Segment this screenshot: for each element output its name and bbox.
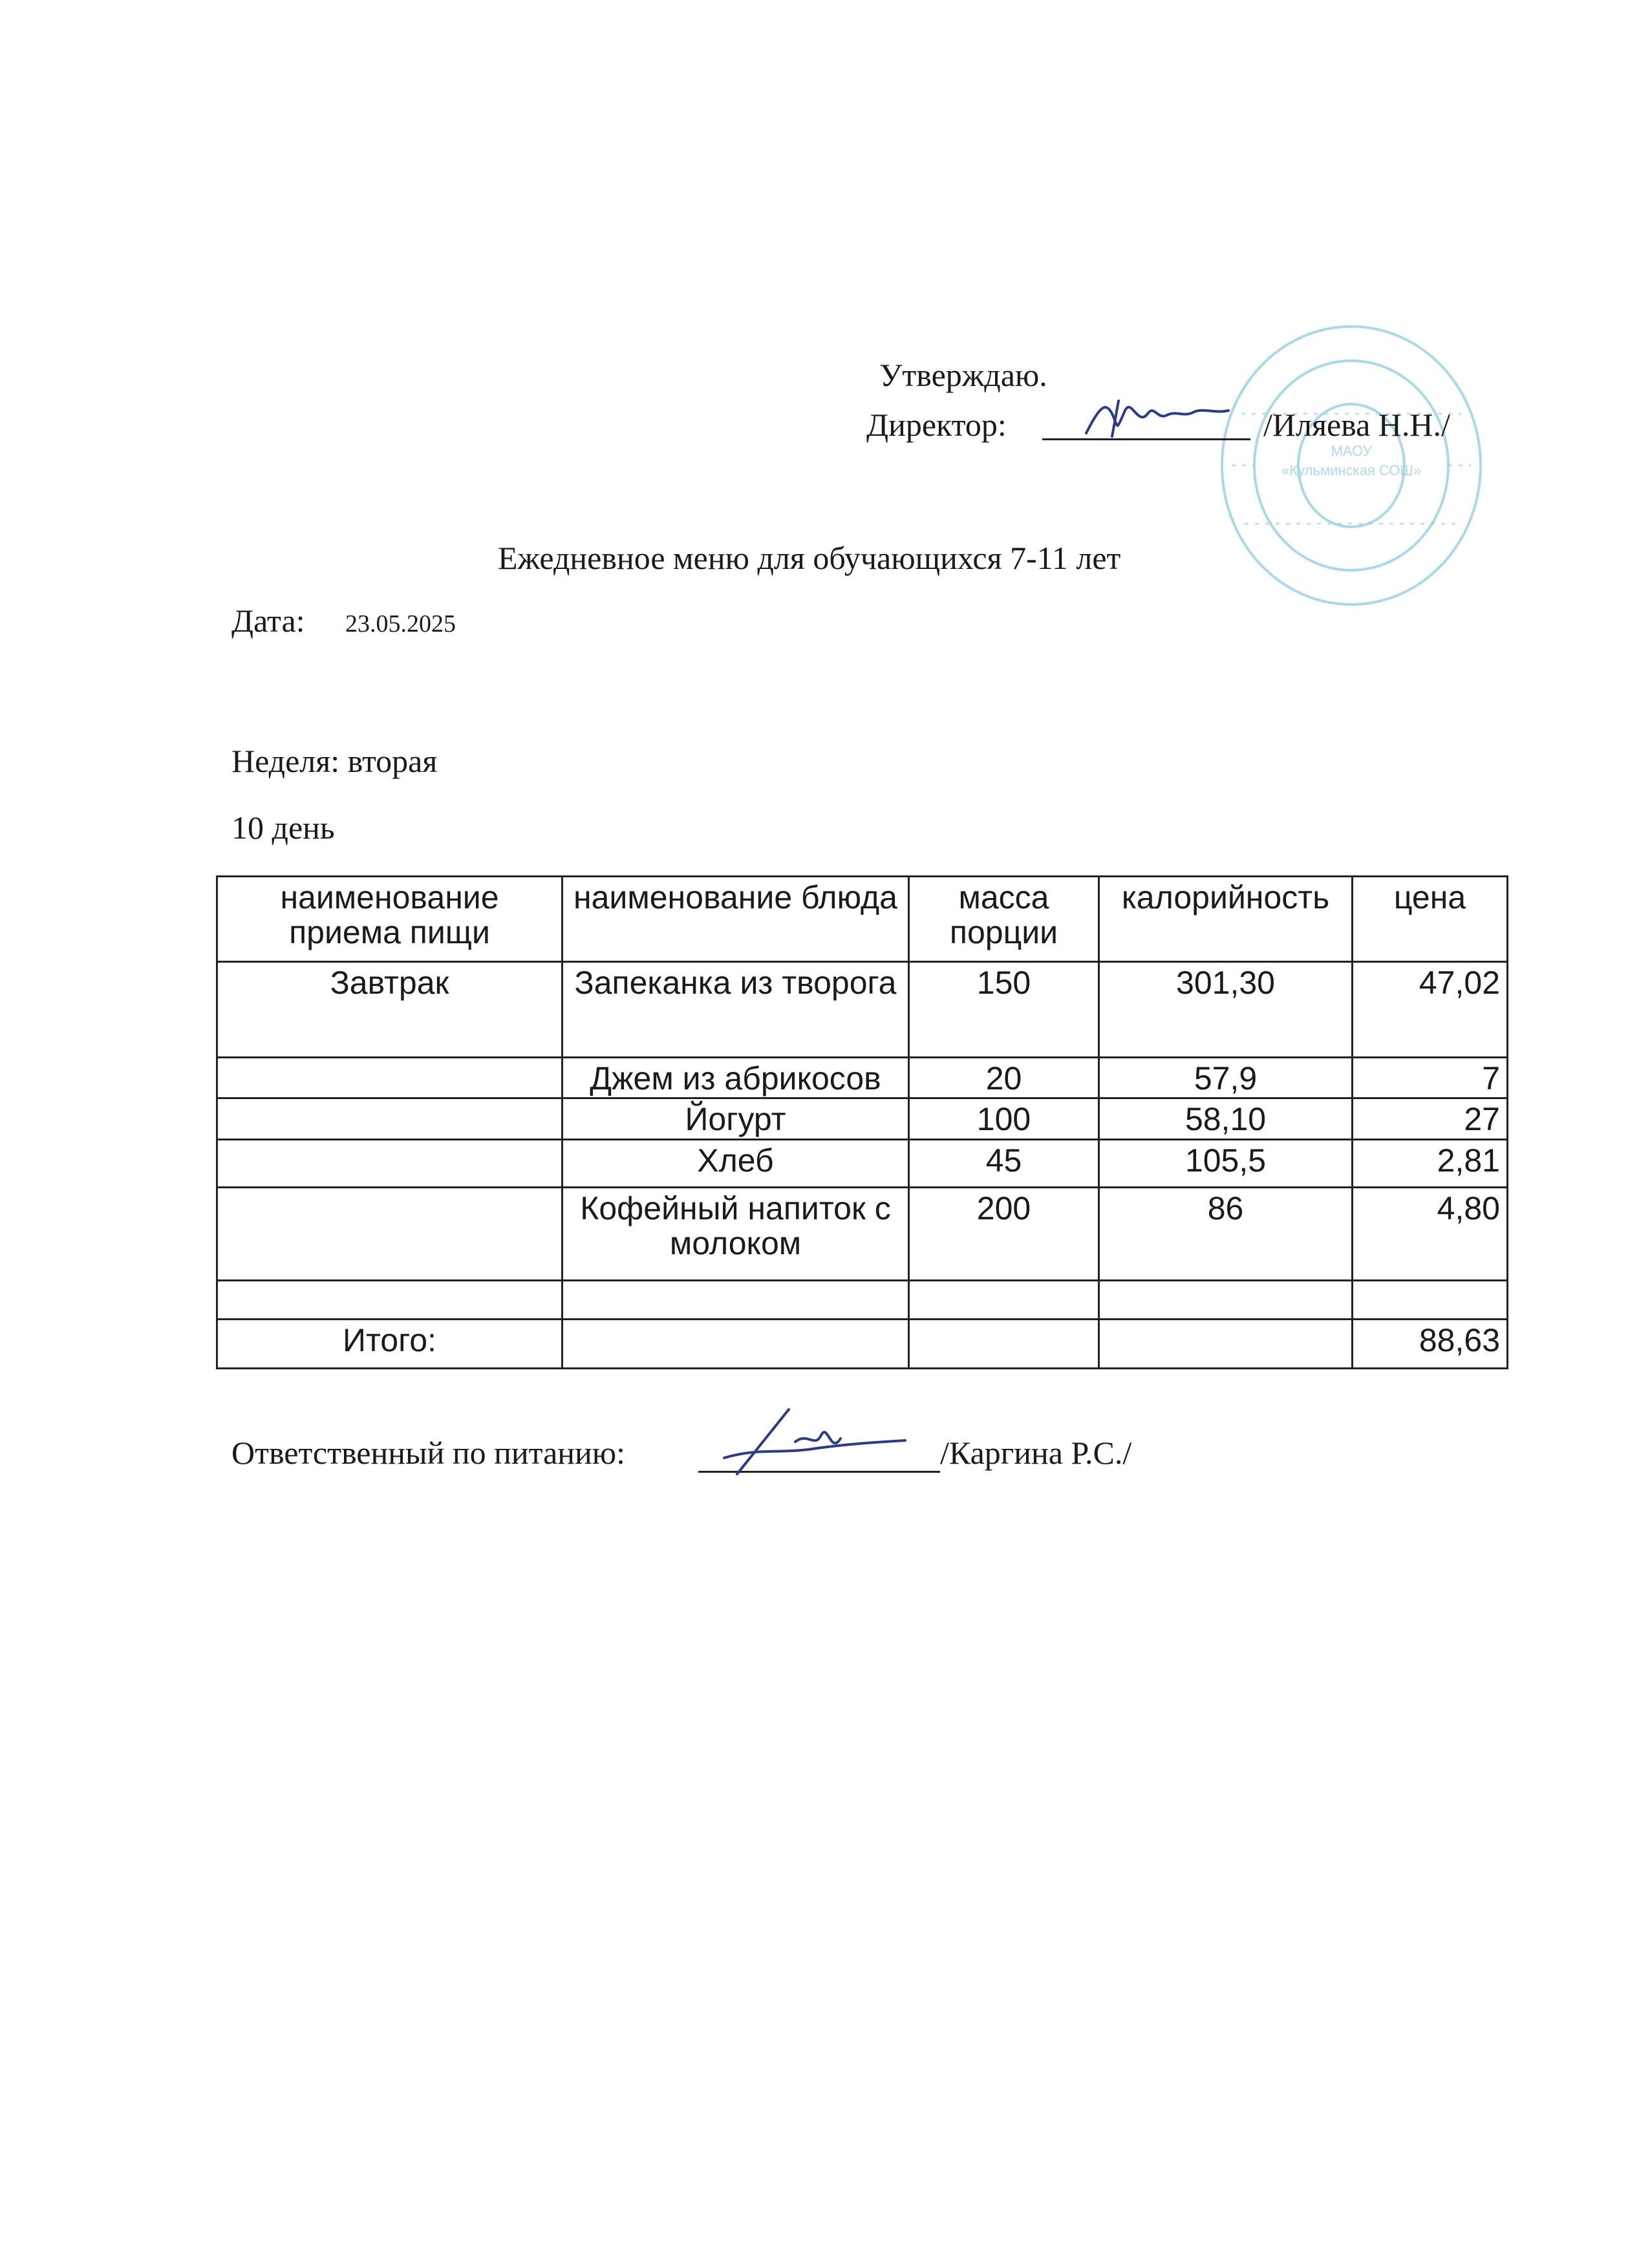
total-mass-cell [909, 1319, 1099, 1368]
total-dish-cell [562, 1319, 909, 1368]
table-row [217, 1187, 1508, 1280]
mass-cell: 150 [909, 962, 1099, 1058]
meal-cell [217, 1098, 562, 1140]
calories-cell: 301,30 [1099, 962, 1353, 1058]
week-label: Неделя: вторая [231, 743, 438, 779]
mass-cell [909, 1281, 1099, 1320]
meal-cell [217, 1187, 562, 1280]
official-stamp [1216, 317, 1487, 614]
table-row [217, 1098, 1508, 1140]
header-calories: калорийность [1099, 877, 1353, 962]
dish-cell: Хлеб [562, 1139, 909, 1187]
header-price: цена [1353, 877, 1508, 962]
dish-cell [562, 1281, 909, 1320]
mass-cell: 200 [909, 1187, 1099, 1280]
table-header-row [217, 877, 1508, 962]
calories-cell: 57,9 [1099, 1058, 1353, 1098]
total-price: 88,63 [1353, 1319, 1508, 1368]
calories-cell: 58,10 [1099, 1098, 1353, 1140]
mass-cell: 45 [909, 1139, 1099, 1187]
meal-cell [217, 1281, 562, 1320]
header-mass: масса порции [909, 877, 1099, 962]
date-value: 23.05.2025 [345, 610, 456, 637]
table-total-row [217, 1319, 1508, 1368]
calories-cell: 105,5 [1099, 1139, 1353, 1187]
dish-cell: Джем из абрикосов [562, 1058, 909, 1098]
approval-text: Утверждаю. [879, 357, 1047, 393]
table-row [217, 1058, 1508, 1098]
price-cell: 4,80 [1353, 1187, 1508, 1280]
meal-cell: Завтрак [217, 962, 562, 1058]
director-name: /Иляева Н.Н./ [1263, 407, 1450, 443]
dish-cell: Йогурт [562, 1098, 909, 1140]
responsible-label: Ответственный по питанию: [231, 1435, 626, 1471]
svg-text:«Кульминская СОШ»: «Кульминская СОШ» [1281, 462, 1421, 478]
price-cell: 7 [1353, 1058, 1508, 1098]
meal-cell [217, 1139, 562, 1187]
table-row [217, 1281, 1508, 1320]
director-signature [1073, 388, 1241, 446]
dish-cell: Запеканка из творога [562, 962, 909, 1058]
meal-cell [217, 1058, 562, 1098]
page-title: Ежедневное меню для обучающихся 7-11 лет [498, 540, 1121, 576]
date-label: Дата: [231, 603, 305, 639]
total-calories-cell [1099, 1319, 1353, 1368]
director-label: Директор: [866, 407, 1007, 443]
mass-cell: 20 [909, 1058, 1099, 1098]
price-cell: 27 [1353, 1098, 1508, 1140]
day-label: 10 день [231, 809, 335, 846]
responsible-name: /Каргина Р.С./ [940, 1435, 1132, 1471]
total-label: Итого: [217, 1319, 562, 1368]
price-cell: 2,81 [1353, 1139, 1508, 1187]
calories-cell: 86 [1099, 1187, 1353, 1280]
header-meal: наименование приема пищи [217, 877, 562, 962]
mass-cell: 100 [909, 1098, 1099, 1140]
header-dish: наименование блюда [562, 877, 909, 962]
dish-cell: Кофейный напиток с молоком [562, 1187, 909, 1280]
svg-text:МАОУ: МАОУ [1331, 443, 1372, 459]
table-row [217, 1139, 1508, 1187]
price-cell [1353, 1281, 1508, 1320]
table-row [217, 962, 1508, 1058]
menu-table [216, 875, 1508, 1369]
calories-cell [1099, 1281, 1353, 1320]
responsible-signature [718, 1403, 918, 1487]
price-cell: 47,02 [1353, 962, 1508, 1058]
